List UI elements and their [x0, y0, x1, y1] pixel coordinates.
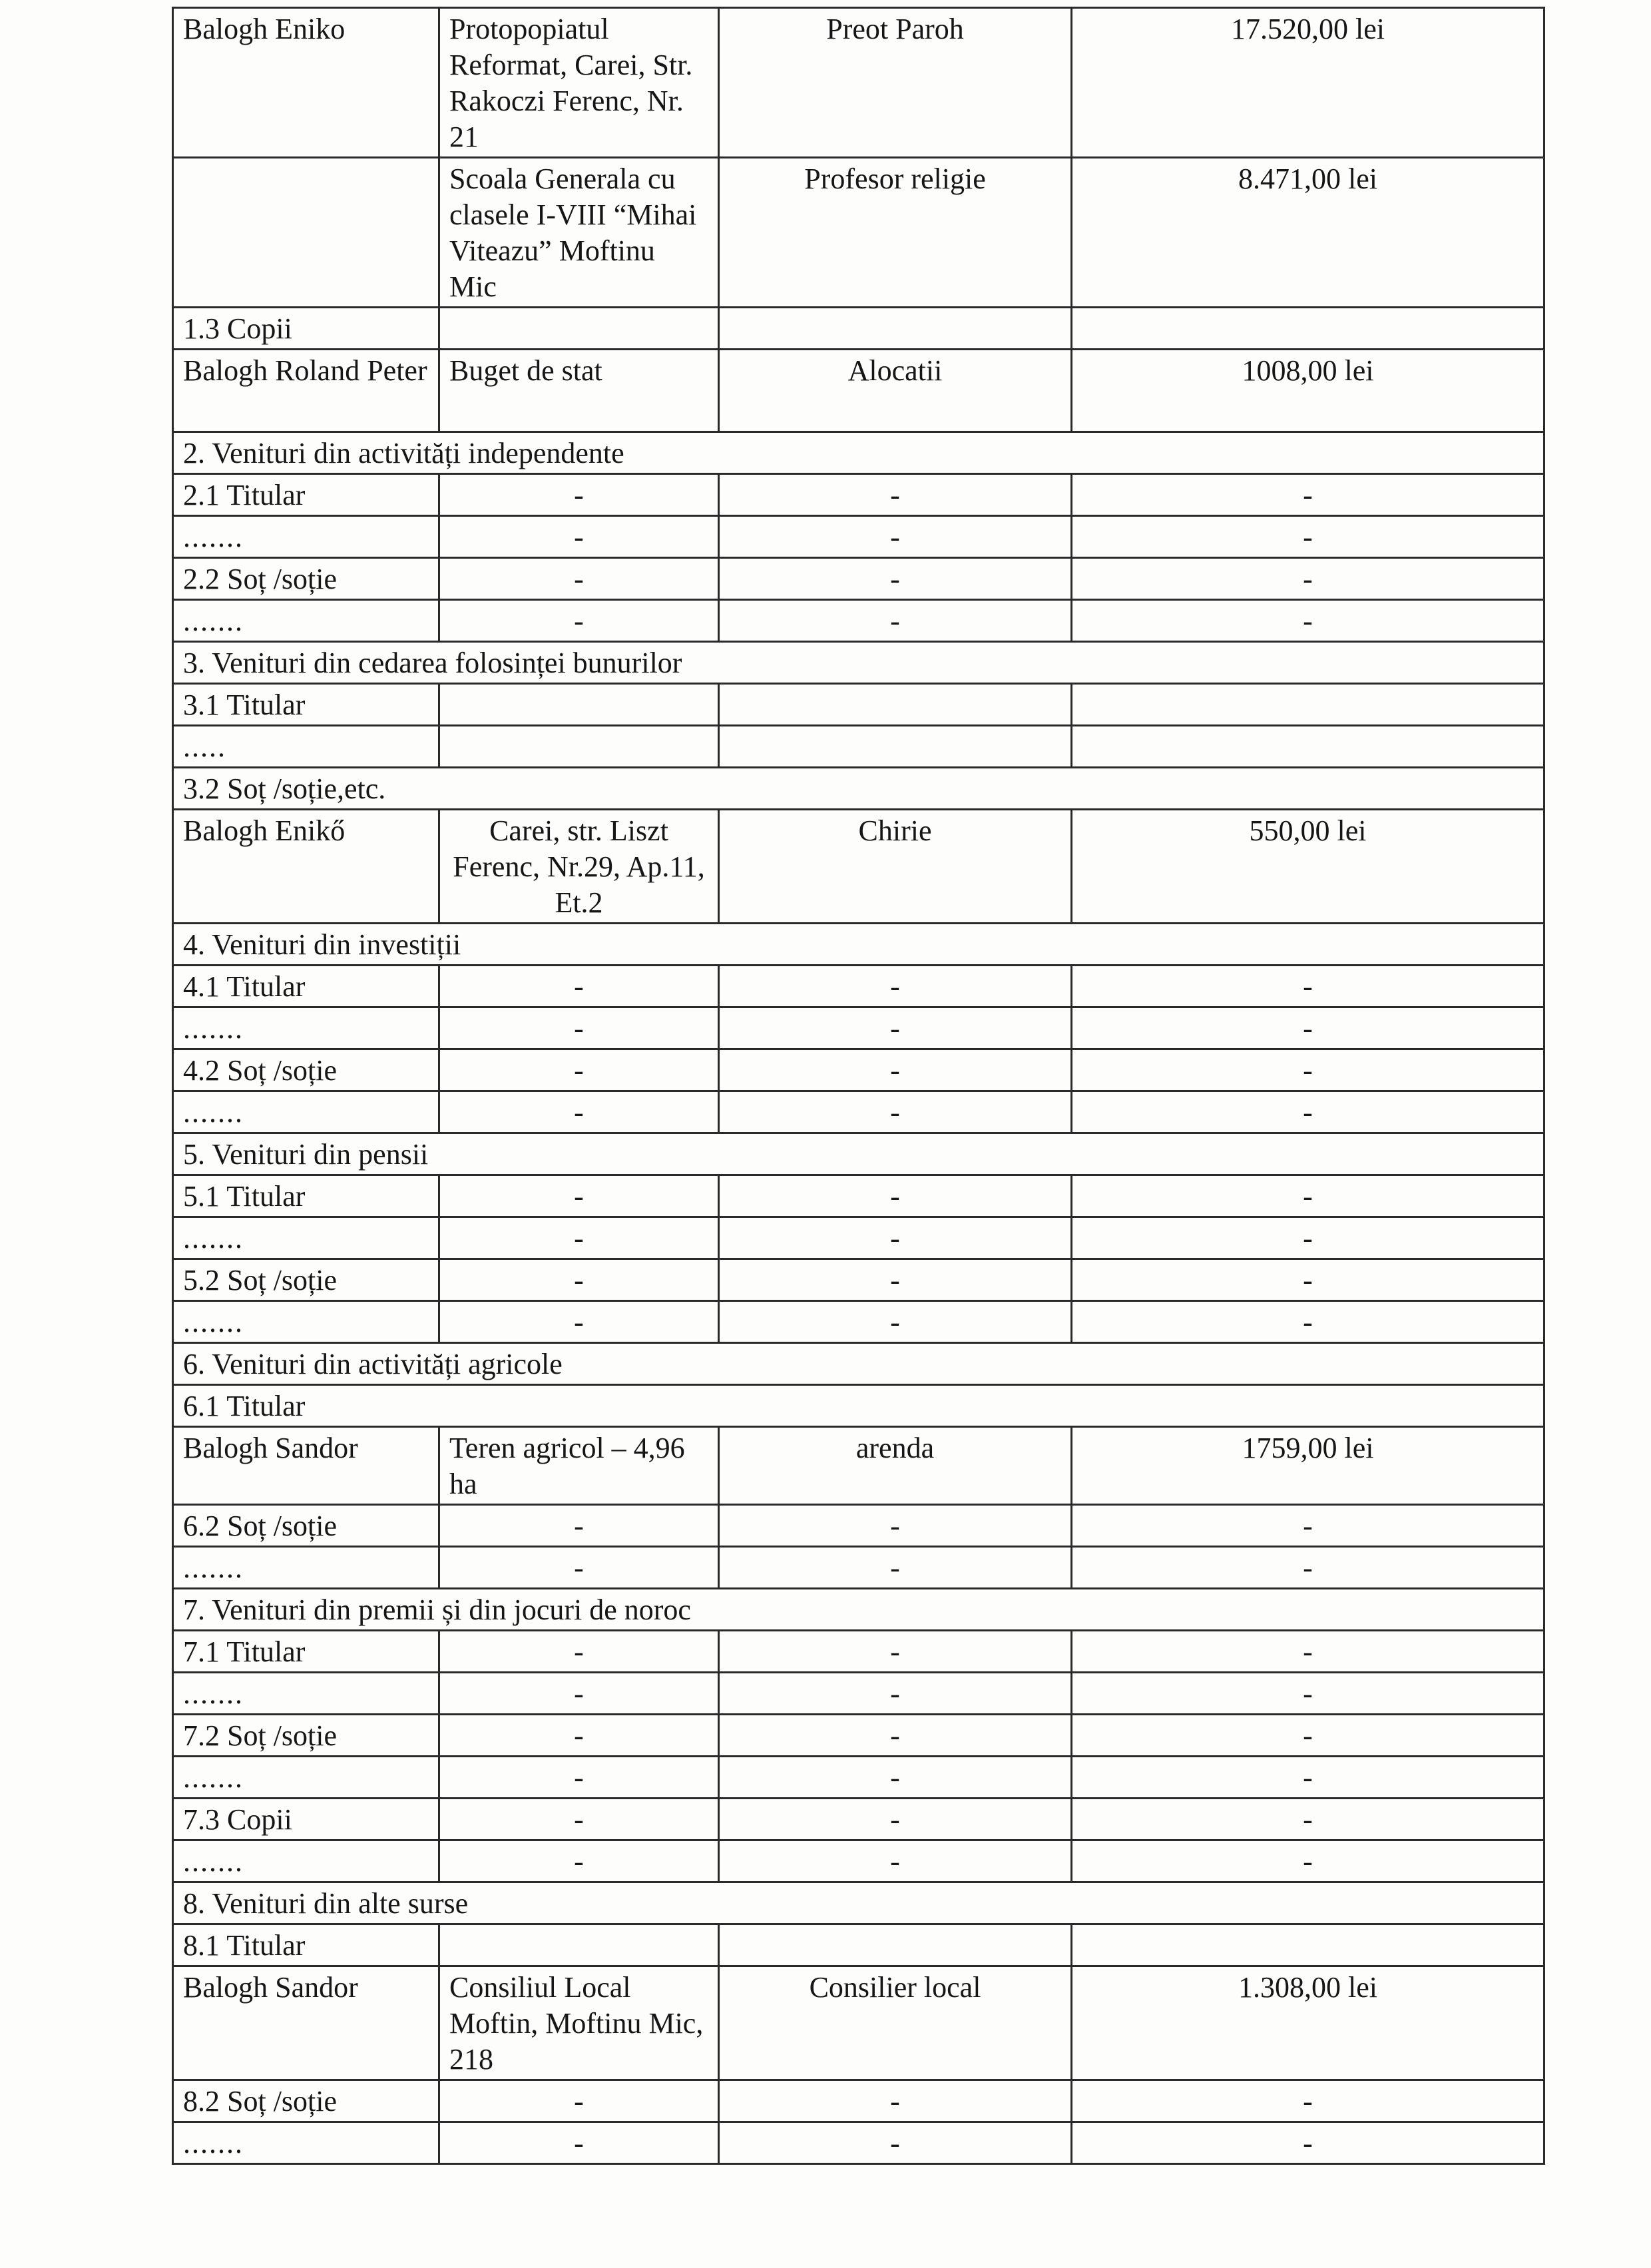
- cell-service: -: [719, 1007, 1072, 1049]
- cell-source: -: [439, 1799, 719, 1841]
- table-row: [173, 1715, 1544, 1757]
- cell-name: .......: [173, 2122, 439, 2164]
- table-row: [173, 966, 1544, 1007]
- cell-amount: 17.520,00 lei: [1072, 8, 1544, 158]
- cell-name: 4.1 Titular: [173, 966, 439, 1007]
- cell-name: .......: [173, 1007, 439, 1049]
- cell-source: Consiliul Local Moftin, Moftinu Mic, 218: [439, 1966, 719, 2080]
- cell-source: -: [439, 2080, 719, 2122]
- cell-name: 6.2 Soț /soție: [173, 1505, 439, 1547]
- cell-source: Carei, str. Liszt Ferenc, Nr.29, Ap.11, Et.2: [439, 810, 719, 924]
- table-row: [173, 1049, 1544, 1091]
- section-row: [173, 1343, 1544, 1385]
- cell-source: Protopopiatul Reformat, Carei, Str. Rakoczi Ferenc, Nr. 21: [439, 8, 719, 158]
- cell-amount: -: [1072, 2080, 1544, 2122]
- cell-service: -: [719, 1049, 1072, 1091]
- cell-name: 7.2 Soț /soție: [173, 1715, 439, 1757]
- cell-service: -: [719, 2080, 1072, 2122]
- cell-source: -: [439, 1259, 719, 1301]
- table-row: [173, 8, 1544, 158]
- section-heading: 8. Venituri din alte surse: [173, 1882, 1544, 1924]
- cell-source: Teren agricol – 4,96 ha: [439, 1427, 719, 1505]
- cell-name: 5.1 Titular: [173, 1175, 439, 1217]
- cell-amount: [1072, 726, 1544, 768]
- cell-amount: -: [1072, 558, 1544, 600]
- table-row: [173, 1007, 1544, 1049]
- cell-amount: -: [1072, 1841, 1544, 1882]
- table-row: [173, 1673, 1544, 1715]
- table-row: [173, 1841, 1544, 1882]
- cell-name: .......: [173, 1673, 439, 1715]
- cell-name: Balogh Sandor: [173, 1966, 439, 2080]
- section-row: [173, 432, 1544, 474]
- cell-service: -: [719, 1547, 1072, 1589]
- cell-source: [439, 308, 719, 350]
- section-row: [173, 1882, 1544, 1924]
- cell-service: -: [719, 1799, 1072, 1841]
- cell-amount: 1008,00 lei: [1072, 350, 1544, 432]
- cell-name: 8.2 Soț /soție: [173, 2080, 439, 2122]
- cell-source: -: [439, 516, 719, 558]
- cell-service: -: [719, 1841, 1072, 1882]
- cell-service: arenda: [719, 1427, 1072, 1505]
- cell-service: [719, 684, 1072, 726]
- cell-name: 7.1 Titular: [173, 1631, 439, 1673]
- cell-amount: -: [1072, 1715, 1544, 1757]
- cell-service: Chirie: [719, 810, 1072, 924]
- subsection-heading: 6.1 Titular: [173, 1385, 1544, 1427]
- table-row: [173, 558, 1544, 600]
- cell-service: -: [719, 1757, 1072, 1799]
- cell-amount: -: [1072, 1259, 1544, 1301]
- table-row: [173, 1966, 1544, 2080]
- cell-source: -: [439, 1217, 719, 1259]
- section-row: [173, 642, 1544, 684]
- cell-source: -: [439, 1841, 719, 1882]
- cell-amount: -: [1072, 1175, 1544, 1217]
- cell-service: -: [719, 966, 1072, 1007]
- cell-amount: -: [1072, 1505, 1544, 1547]
- section-heading: 3.2 Soț /soție,etc.: [173, 768, 1544, 810]
- cell-source: [439, 726, 719, 768]
- cell-name: Balogh Eniko: [173, 8, 439, 158]
- cell-name: .......: [173, 1547, 439, 1589]
- cell-service: [719, 308, 1072, 350]
- cell-amount: 8.471,00 lei: [1072, 158, 1544, 308]
- table-row: [173, 2122, 1544, 2164]
- cell-source: -: [439, 1175, 719, 1217]
- table-row: [173, 1301, 1544, 1343]
- cell-service: -: [719, 1301, 1072, 1343]
- cell-source: -: [439, 966, 719, 1007]
- cell-amount: 550,00 lei: [1072, 810, 1544, 924]
- cell-source: -: [439, 1007, 719, 1049]
- income-table: [172, 7, 1545, 2165]
- cell-name: Balogh Sandor: [173, 1427, 439, 1505]
- cell-amount: [1072, 1924, 1544, 1966]
- cell-source: -: [439, 1715, 719, 1757]
- table-row: [173, 1091, 1544, 1133]
- cell-name: .......: [173, 1301, 439, 1343]
- cell-name: 2.1 Titular: [173, 474, 439, 516]
- cell-name: Balogh Roland Peter: [173, 350, 439, 432]
- table-row: [173, 810, 1544, 924]
- table-row: [173, 1924, 1544, 1966]
- table-row: [173, 158, 1544, 308]
- cell-amount: -: [1072, 1007, 1544, 1049]
- cell-source: -: [439, 1091, 719, 1133]
- cell-amount: [1072, 684, 1544, 726]
- section-row: [173, 924, 1544, 966]
- table-row: [173, 1427, 1544, 1505]
- cell-name: 3.1 Titular: [173, 684, 439, 726]
- cell-service: [719, 1924, 1072, 1966]
- cell-name: 2.2 Soț /soție: [173, 558, 439, 600]
- section-heading: 2. Venituri din activități independente: [173, 432, 1544, 474]
- cell-service: -: [719, 600, 1072, 642]
- cell-amount: -: [1072, 1217, 1544, 1259]
- cell-name: 8.1 Titular: [173, 1924, 439, 1966]
- cell-service: Profesor religie: [719, 158, 1072, 308]
- cell-service: Preot Paroh: [719, 8, 1072, 158]
- table-row: [173, 516, 1544, 558]
- table-row: [173, 1757, 1544, 1799]
- cell-amount: -: [1072, 600, 1544, 642]
- table-row: [173, 1217, 1544, 1259]
- cell-service: [719, 726, 1072, 768]
- table-row: [173, 600, 1544, 642]
- table-row: [173, 1505, 1544, 1547]
- cell-amount: -: [1072, 1757, 1544, 1799]
- cell-name: .......: [173, 600, 439, 642]
- cell-name: 1.3 Copii: [173, 308, 439, 350]
- cell-name: .......: [173, 516, 439, 558]
- cell-name: .......: [173, 1091, 439, 1133]
- cell-source: -: [439, 1301, 719, 1343]
- cell-service: -: [719, 1259, 1072, 1301]
- cell-amount: -: [1072, 1631, 1544, 1673]
- cell-source: -: [439, 1547, 719, 1589]
- table-row: [173, 726, 1544, 768]
- table-row: [173, 1799, 1544, 1841]
- cell-source: -: [439, 600, 719, 642]
- cell-name: .....: [173, 726, 439, 768]
- cell-amount: -: [1072, 1799, 1544, 1841]
- table-row: [173, 308, 1544, 350]
- section-heading: 4. Venituri din investiții: [173, 924, 1544, 966]
- cell-name: 5.2 Soț /soție: [173, 1259, 439, 1301]
- cell-name: 4.2 Soț /soție: [173, 1049, 439, 1091]
- cell-source: -: [439, 1757, 719, 1799]
- section-row: [173, 1385, 1544, 1427]
- cell-source: -: [439, 1673, 719, 1715]
- cell-source: Buget de stat: [439, 350, 719, 432]
- cell-amount: -: [1072, 474, 1544, 516]
- section-row: [173, 768, 1544, 810]
- cell-service: -: [719, 1505, 1072, 1547]
- section-row: [173, 1133, 1544, 1175]
- cell-service: -: [719, 1631, 1072, 1673]
- section-heading: 5. Venituri din pensii: [173, 1133, 1544, 1175]
- cell-source: [439, 1924, 719, 1966]
- cell-amount: -: [1072, 2122, 1544, 2164]
- cell-source: -: [439, 1505, 719, 1547]
- section-heading: 6. Venituri din activități agricole: [173, 1343, 1544, 1385]
- cell-name: .......: [173, 1217, 439, 1259]
- cell-source: -: [439, 558, 719, 600]
- table-row: [173, 1547, 1544, 1589]
- cell-amount: -: [1072, 966, 1544, 1007]
- table-row: [173, 2080, 1544, 2122]
- table-row: [173, 1259, 1544, 1301]
- cell-source: [439, 684, 719, 726]
- section-heading: 7. Venituri din premii și din jocuri de noroc: [173, 1589, 1544, 1631]
- table-row: [173, 684, 1544, 726]
- cell-service: -: [719, 516, 1072, 558]
- cell-source: -: [439, 474, 719, 516]
- cell-service: -: [719, 1217, 1072, 1259]
- cell-name: .......: [173, 1841, 439, 1882]
- cell-service: -: [719, 1673, 1072, 1715]
- cell-name: .......: [173, 1757, 439, 1799]
- cell-amount: -: [1072, 516, 1544, 558]
- table-row: [173, 1175, 1544, 1217]
- cell-service: Consilier local: [719, 1966, 1072, 2080]
- section-row: [173, 1589, 1544, 1631]
- cell-service: -: [719, 558, 1072, 600]
- cell-amount: -: [1072, 1301, 1544, 1343]
- cell-name: [173, 158, 439, 308]
- cell-service: -: [719, 2122, 1072, 2164]
- cell-source: -: [439, 1631, 719, 1673]
- cell-source: Scoala Generala cu clasele I-VIII “Mihai Viteazu” Moftinu Mic: [439, 158, 719, 308]
- cell-amount: -: [1072, 1091, 1544, 1133]
- cell-amount: 1759,00 lei: [1072, 1427, 1544, 1505]
- cell-service: -: [719, 1715, 1072, 1757]
- cell-name: Balogh Enikő: [173, 810, 439, 924]
- cell-amount: 1.308,00 lei: [1072, 1966, 1544, 2080]
- cell-service: -: [719, 474, 1072, 516]
- table-row: [173, 350, 1544, 432]
- cell-amount: -: [1072, 1547, 1544, 1589]
- table-row: [173, 474, 1544, 516]
- cell-service: -: [719, 1175, 1072, 1217]
- cell-amount: -: [1072, 1049, 1544, 1091]
- cell-amount: -: [1072, 1673, 1544, 1715]
- section-heading: 3. Venituri din cedarea folosinței bunurilor: [173, 642, 1544, 684]
- cell-source: -: [439, 2122, 719, 2164]
- cell-amount: [1072, 308, 1544, 350]
- cell-source: -: [439, 1049, 719, 1091]
- cell-name: 7.3 Copii: [173, 1799, 439, 1841]
- table-row: [173, 1631, 1544, 1673]
- cell-service: Alocatii: [719, 350, 1072, 432]
- cell-service: -: [719, 1091, 1072, 1133]
